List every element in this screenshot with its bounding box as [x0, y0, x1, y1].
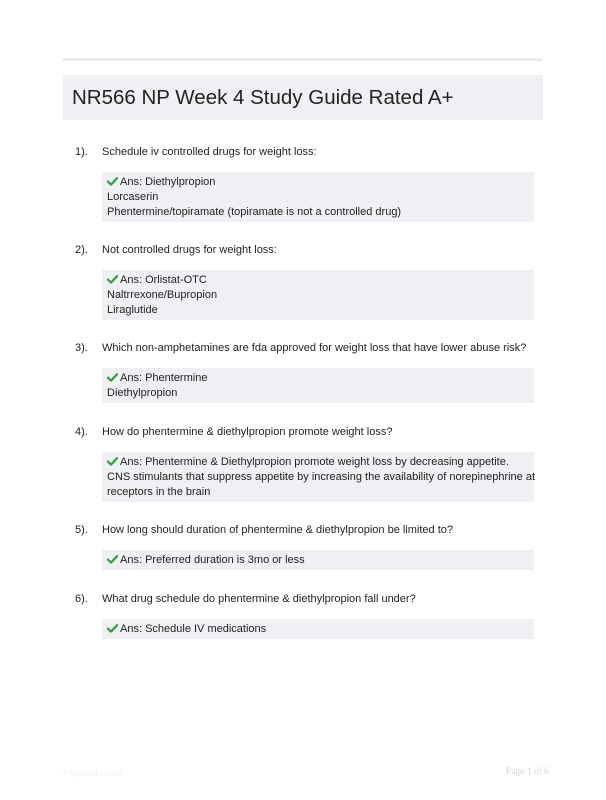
answer-line: Ans: Preferred duration is 3mo or less: [107, 553, 529, 568]
top-divider: [63, 58, 543, 61]
page-title: NR566 NP Week 4 Study Guide Rated A+: [72, 86, 454, 109]
question-number: 1).: [75, 146, 88, 158]
answer-line: Ans: Phentermine & Diethylpropion promote weight loss by decreasing appetite.: [107, 455, 529, 470]
footer-watermark: PaperNibi.com: [63, 768, 123, 778]
answer-box: [102, 172, 534, 222]
page-number: Page 1 of 6: [505, 767, 549, 777]
question-text: Which non-amphetamines are fda approved for weight loss that have lower abuse risk?: [102, 342, 527, 354]
answer-box: [102, 619, 534, 639]
answer-box: [102, 368, 534, 403]
question-text: How long should duration of phentermine & diethylpropion be limited to?: [102, 524, 453, 536]
check-icon: [107, 275, 118, 284]
question-number: 2).: [75, 244, 88, 256]
answer-line: Ans: Orlistat-OTC: [107, 273, 529, 288]
answer-box: [102, 452, 534, 502]
question-number: 6).: [75, 593, 88, 605]
question-item: [75, 522, 535, 570]
answer-box: [102, 550, 534, 570]
answer-line: Ans: Schedule IV medications: [107, 622, 529, 637]
question-text: What drug schedule do phentermine & diethylpropion fall under?: [102, 593, 416, 605]
question-text: How do phentermine & diethylpropion promote weight loss?: [102, 426, 393, 438]
answer-box: [102, 270, 534, 320]
answer-line: receptors in the brain: [107, 486, 211, 498]
answer-line: Ans: Phentermine: [107, 371, 529, 386]
check-icon: [107, 373, 118, 382]
answer-line: Ans: Diethylpropion: [107, 175, 529, 190]
answer-line: CNS stimulants that suppress appetite by increasing the availability of norepinephrine at: [107, 471, 536, 483]
question-item: [75, 591, 535, 639]
title-bar: [63, 75, 543, 120]
question-number: 5).: [75, 524, 88, 536]
answer-line: Diethylpropion: [107, 387, 178, 399]
question-number: 3).: [75, 342, 88, 354]
question-item: [75, 242, 535, 320]
question-item: [75, 340, 535, 403]
check-icon: [107, 177, 118, 186]
check-icon: [107, 457, 118, 466]
check-icon: [107, 555, 118, 564]
answer-line: Lorcaserin: [107, 191, 159, 203]
question-text: Not controlled drugs for weight loss:: [102, 244, 277, 256]
answer-line: Liraglutide: [107, 304, 158, 316]
question-item: [75, 424, 535, 502]
answer-line: Naltrrexone/Bupropion: [107, 289, 218, 301]
question-number: 4).: [75, 426, 88, 438]
question-text: Schedule iv controlled drugs for weight loss:: [102, 146, 317, 158]
answer-line: Phentermine/topiramate (topiramate is not a controlled drug): [107, 206, 402, 218]
check-icon: [107, 624, 118, 633]
question-item: [75, 144, 535, 222]
